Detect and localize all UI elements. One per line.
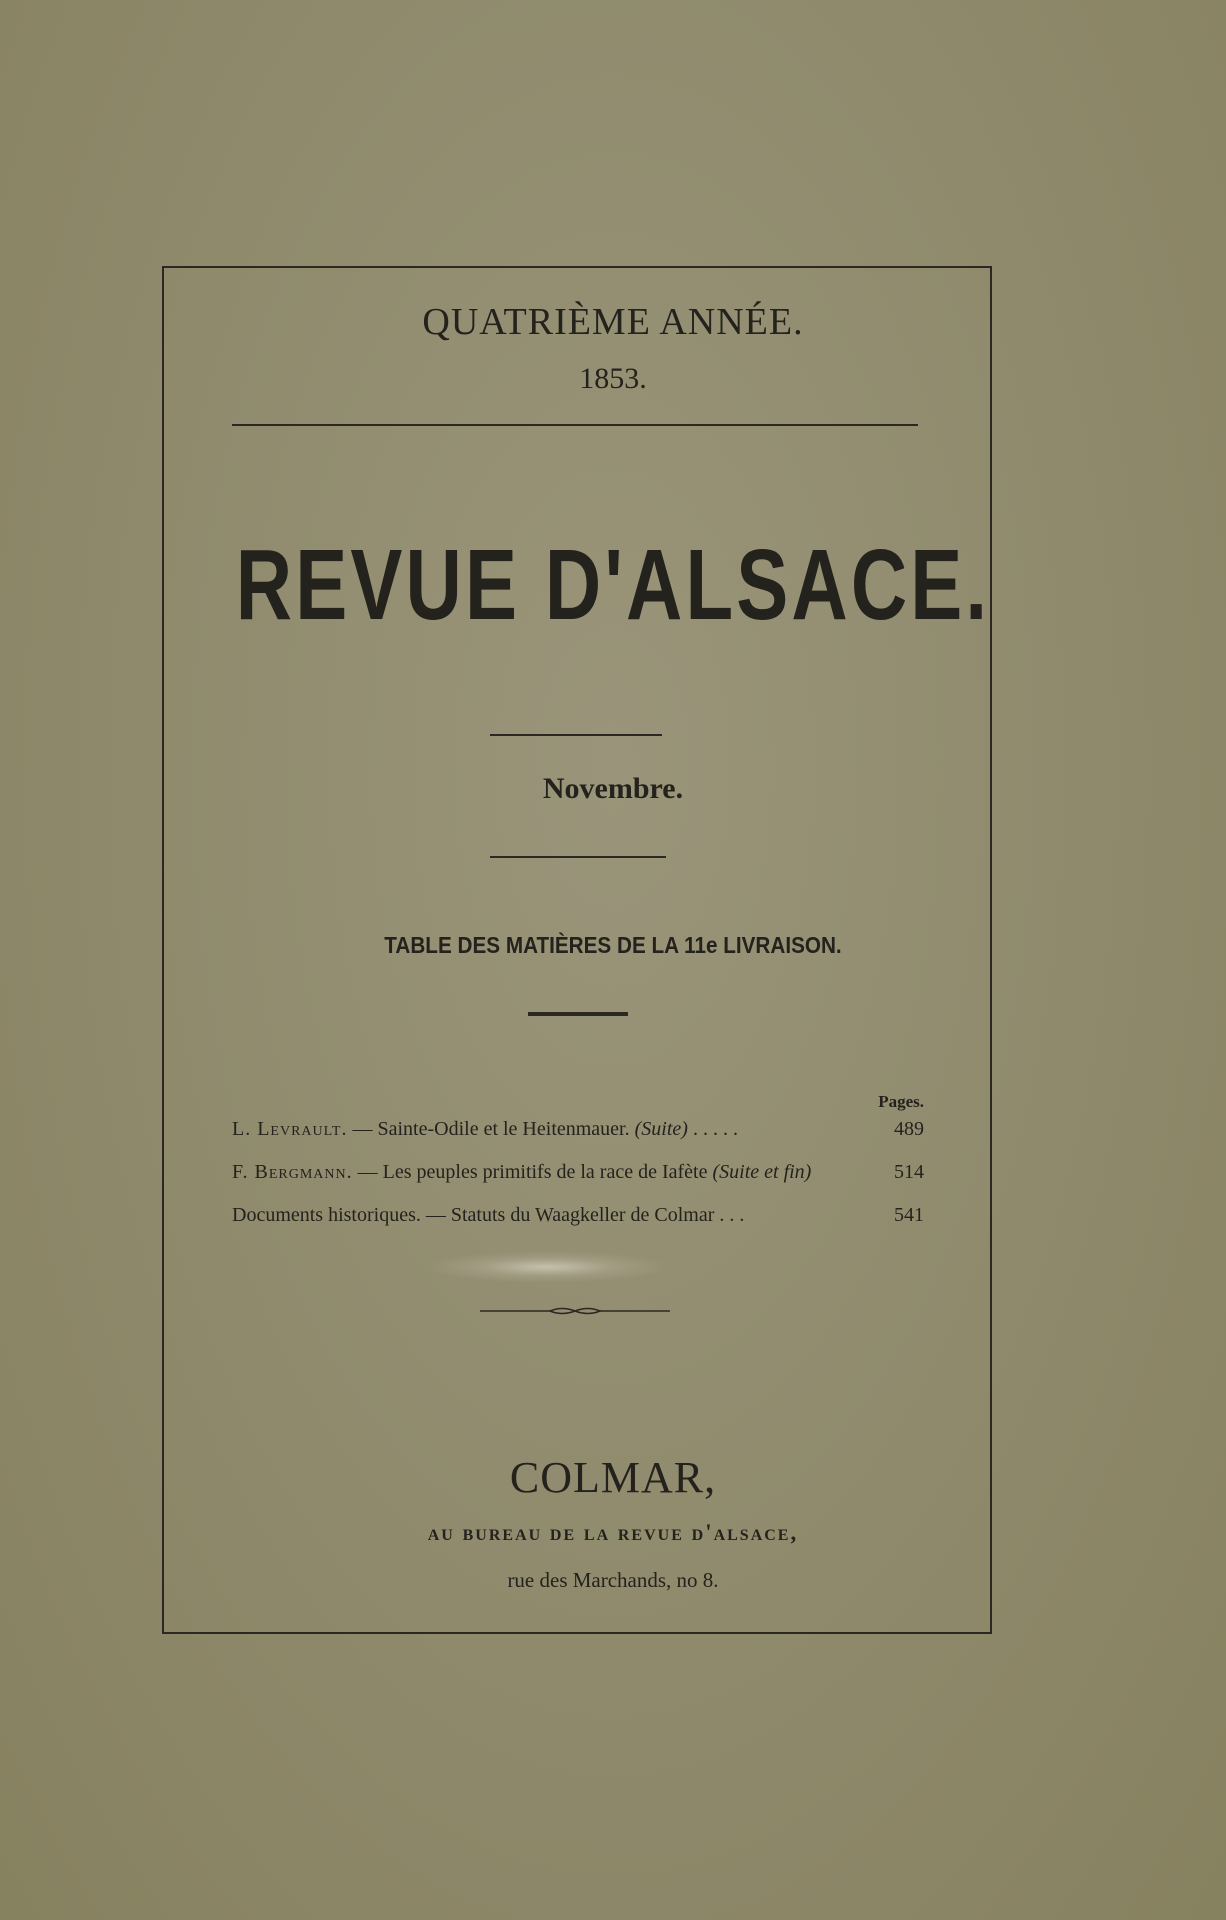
toc-page-number: 541	[894, 1204, 924, 1226]
toc-text: — Sainte-Odile et le Heitenmauer.	[347, 1118, 635, 1140]
toc-text: — Les peuples primitifs de la race de Iafète	[352, 1161, 713, 1183]
publisher-address: rue des Marchands, no 8.	[507, 1568, 719, 1592]
toc-author: F. Bergmann.	[232, 1161, 353, 1183]
toc-note: (Suite et fin)	[712, 1161, 812, 1183]
publisher: au bureau de la revue d'alsace,	[427, 1520, 799, 1545]
toc-author: L. Levrault.	[232, 1118, 348, 1140]
damaged-area	[432, 1252, 662, 1282]
toc-dots: . . .	[714, 1204, 745, 1226]
divider-rule	[490, 856, 666, 858]
toc-entry	[232, 1161, 924, 1204]
journal-title: REVUE D'ALSACE.	[235, 529, 991, 641]
publication-city: COLMAR,	[509, 1453, 717, 1502]
divider-rule	[490, 734, 662, 736]
divider-rule	[528, 1012, 628, 1016]
toc-dots: . . . . .	[687, 1118, 738, 1140]
toc-entry	[232, 1204, 924, 1247]
year-number: 1853.	[579, 362, 647, 395]
year-label: QUATRIÈME ANNÉE.	[422, 301, 804, 343]
issue-month: Novembre.	[542, 772, 684, 805]
table-of-contents	[232, 1092, 924, 1247]
toc-heading: TABLE DES MATIÈRES DE LA 11e LIVRAISON.	[384, 932, 842, 958]
toc-page-number: 489	[894, 1118, 924, 1140]
toc-entry-title	[232, 1204, 744, 1227]
toc-text: Documents historiques. — Statuts du Waagkeller de Colmar	[232, 1204, 715, 1226]
toc-page-number: 514	[894, 1161, 924, 1183]
ornament-divider-icon	[480, 1306, 670, 1316]
toc-entry-title	[232, 1118, 738, 1141]
pages-label: Pages.	[878, 1092, 924, 1111]
toc-entry-title	[232, 1161, 811, 1184]
toc-entry	[232, 1118, 924, 1161]
toc-note: (Suite)	[634, 1118, 688, 1140]
divider-rule	[232, 424, 918, 426]
